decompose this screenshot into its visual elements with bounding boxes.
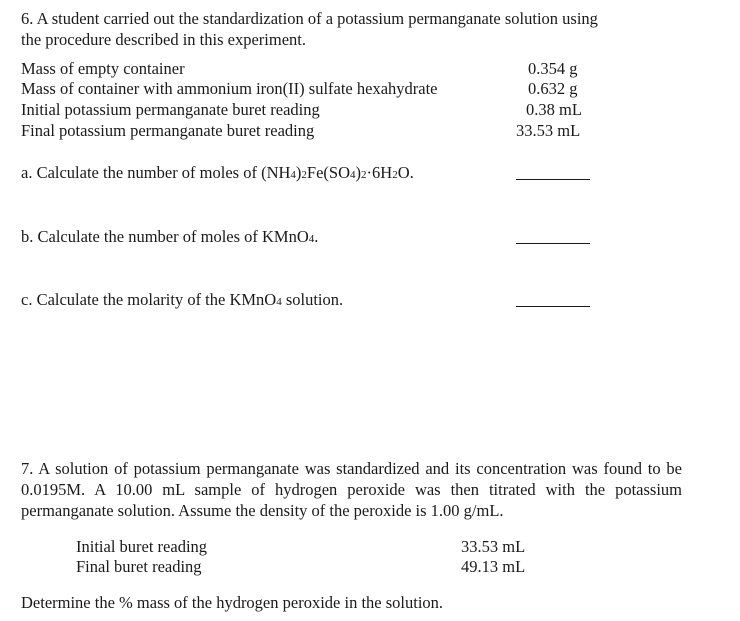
q6-row-label: Mass of container with ammonium iron(II) sulfate hexahydrate xyxy=(21,79,438,98)
q7-row-value: 33.53 mL xyxy=(461,537,526,556)
answer-blank-b[interactable] xyxy=(516,243,590,244)
q6-row-label: Initial potassium permanganate buret reading xyxy=(21,100,320,119)
q6-part-c: c. Calculate the molarity of the KMnO4 solution. xyxy=(21,290,344,309)
q7-paragraph: 7. A solution of potassium permanganate was standardized and its concentration was found to be 0.0195M. A 10.00 mL sample of hydrogen peroxide was then titrated with the potassium permanganate solution. Assume the density of the peroxide is 1.00 g/mL. xyxy=(21,459,682,520)
q6-row-label: Mass of empty container xyxy=(21,59,185,78)
q6-row-value: 0.354 g xyxy=(528,59,578,78)
answer-blank-c[interactable] xyxy=(516,306,590,307)
q7-question: Determine the % mass of the hydrogen peroxide in the solution. xyxy=(21,593,444,612)
q6-row-value: 33.53 mL xyxy=(516,121,581,140)
q6-intro-line1: 6. A student carried out the standardization of a potassium permanganate solution using xyxy=(21,9,598,28)
q7-row-label: Final buret reading xyxy=(76,557,202,576)
q6-part-a: a. Calculate the number of moles of (NH4)2Fe(SO4)2·6H2O. xyxy=(21,163,414,182)
q6-intro-line2: the procedure described in this experiment. xyxy=(21,30,306,49)
q6-part-b: b. Calculate the number of moles of KMnO4. xyxy=(21,227,319,246)
answer-blank-a[interactable] xyxy=(516,179,590,180)
q6-row-value: 0.632 g xyxy=(528,79,578,98)
q7-row-label: Initial buret reading xyxy=(76,537,208,556)
q6-row-value: 0.38 mL xyxy=(526,100,582,119)
q7-row-value: 49.13 mL xyxy=(461,557,526,576)
q6-row-label: Final potassium permanganate buret reading xyxy=(21,121,315,140)
